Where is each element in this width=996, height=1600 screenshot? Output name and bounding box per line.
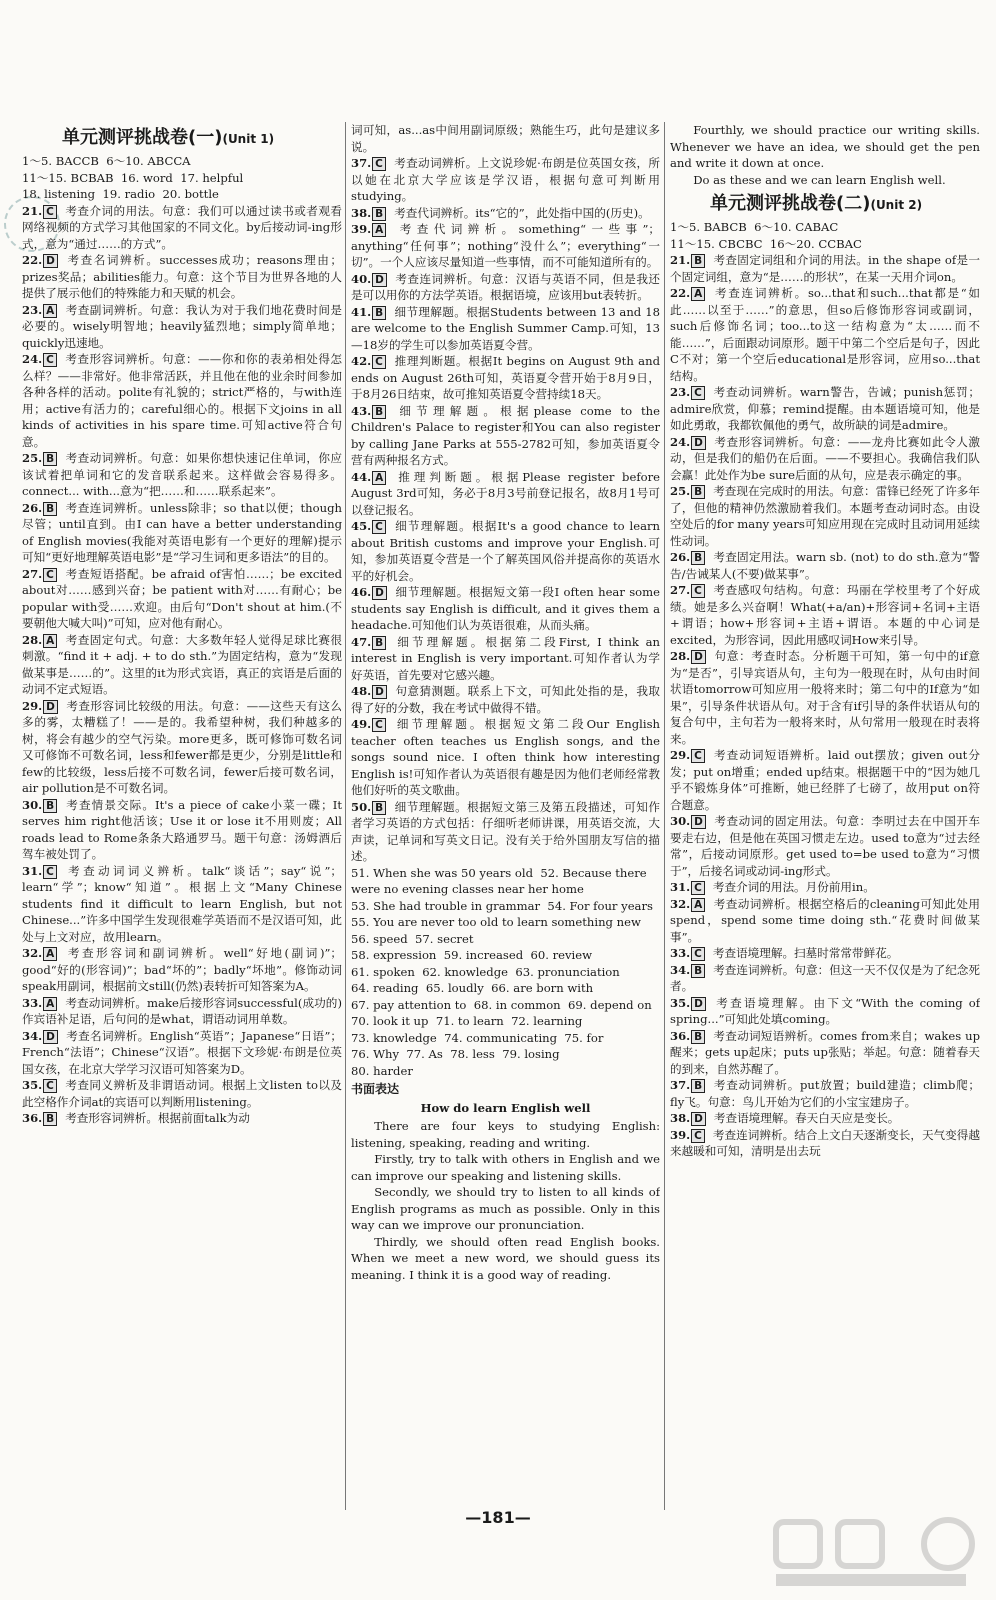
explanation-text: 考查感叹句结构。句意：玛丽在学校里考了个好成绩。她是多么兴奋啊！What(+a/an)+形容词+名词+主语+谓语；how+形容词+主语+谓语。本题的中心词是excited，为形容词，因此用感叹词How来引导。	[670, 583, 980, 647]
answer-key-block: 51. When she was 50 years old 52. Because there were no evening classes near her home 53. She had trouble in grammar 54. For four years 55. You are never too old to learn something new 56. speed 57. secret 58. expression 59. increased 60. review 61. spoken 62. knowledge 63. pronunciation 64. reading 65. loudly 66. are born with 67. pay attention to 68. in common 69. depend on 70. look it up 71. to learn 72. learning 73. knowledge 74. communicating 75. for 76. Why 77. As 78. less 79. losing 80. harder	[351, 865, 653, 1078]
answer-badge: D	[43, 254, 58, 268]
question-number: 22.	[22, 253, 43, 267]
essay-paragraph: Fourthly, we should practice our writing skills. Whenever we have an idea, we should get the pen and write it down at once.	[670, 123, 980, 170]
explanation-item	[351, 221, 660, 271]
explanation-text: 考查连词辨析。结合上文白天逐渐变长，天气变得越来越暖和可知，清明是出去玩	[670, 1127, 980, 1158]
explanation-text: 细节理解题。根据please come to the Children's Palace to register和You can also register by calling Jane Parks at 555-2782可知，参加英语夏令营有两种报名方式。	[351, 403, 660, 467]
continued-explanation: 词可知，as...as中间用副词原级；熟能生巧，此句是建议多说。	[351, 123, 660, 154]
explanation-text: 考查连词辨析。so...that和such...that都是“如此……以至于……”的意思，但so后修饰形容词或副词，such后修饰名词；too...to这一结构意为“太……而不能……”，后面跟动词原形。题干中第二个空后是句子，因此C不对；第一个空后educational是形容词，应用so...that结构。	[670, 286, 980, 383]
answer-badge: C	[43, 1079, 57, 1093]
explanation-text: 考查固定句式。句意：大多数年轻人觉得足球比赛很刺激。“find it + adj. + to do sth.”为固定结构，意为“发现做某事是……的”。这里的it为形式宾语，真正的宾语是后面的动词不定式短语。	[22, 632, 342, 696]
question-number: 37.	[670, 1078, 691, 1092]
answer-badge: B	[372, 207, 386, 221]
question-number: 42.	[351, 354, 372, 368]
question-number: 47.	[351, 634, 372, 649]
essay-paragraph: Firstly, try to talk with others in English and we can improve our speaking and listening skills.	[351, 1152, 660, 1183]
explanation-item	[351, 271, 660, 304]
explanation-item	[670, 1127, 980, 1160]
column-right	[664, 122, 980, 1510]
answer-badge: B	[43, 1112, 57, 1126]
answer-badge: C	[691, 386, 705, 400]
answer-badge: B	[691, 1079, 705, 1093]
question-number: 31.	[670, 880, 691, 894]
explanation-item	[22, 863, 342, 946]
column-left	[22, 122, 342, 1510]
question-number: 43.	[351, 403, 372, 418]
column-middle	[345, 122, 660, 1510]
essay-title: How do learn English well	[420, 1100, 591, 1115]
question-number: 48.	[351, 684, 372, 698]
explanation-text: 考查情景交际。It's a piece of cake小菜一碟；It serves him right他活该；Use it or lose it不用则废；All roads lead to Rome条条大路通罗马。题干句意：汤姆酒后驾车被处罚了。	[22, 797, 342, 861]
question-number: 25.	[22, 451, 43, 465]
answer-badge: C	[372, 355, 386, 369]
question-number: 33.	[670, 946, 691, 960]
explanation-item	[670, 549, 980, 582]
explanation-list	[670, 252, 980, 1160]
essay-paragraph: There are four keys to studying English: listening, speaking, reading and writing.	[351, 1119, 660, 1150]
explanation-text: 考查动词词义辨析。talk“谈话”；say“说”；learn“学”；know“知道”。根据上文“Many Chinese students find it difficult to learn English, but not Chinese...”许多中国学生发现很难学英语而不是汉语可知，此处与上文对应，故用learn。	[22, 863, 342, 944]
page-number: —181—	[465, 1508, 531, 1527]
question-number: 35.	[22, 1078, 43, 1092]
explanation-item	[670, 252, 980, 285]
explanation-item	[351, 716, 660, 799]
answer-badge: B	[691, 254, 705, 268]
explanation-text: 考查动词短语辨析。comes from来自；wakes up醒来；gets up起床；puts up张贴；举起。句意：随着春天的到来，自然苏醒了。	[670, 1028, 980, 1076]
explanation-text: 考查动词辨析。根据空格后的cleaning可知此处用spend，spend some time doing sth.“花费时间做某事”。	[670, 896, 980, 944]
question-number: 23.	[22, 302, 43, 317]
explanation-text: 考查短语搭配。be afraid of害怕……；be excited about对……感到兴奋；be patient with对……有耐心；be popular with受……欢迎。由后句“Don't shout at him.(不要朝他大喊大叫)”可知，应对他有耐心。	[22, 566, 342, 630]
explanation-item	[22, 1028, 342, 1078]
answer-badge: C	[43, 205, 57, 219]
explanation-text: 考查动词辨析。make后接形容词successful(成功的)作宾语补足语，后句问的是what，谓语动词用单数。	[22, 995, 342, 1026]
explanation-item	[670, 434, 980, 484]
section-heading-unit: (Unit 2)	[870, 198, 923, 212]
question-number: 28.	[670, 649, 691, 663]
explanation-item	[351, 403, 660, 469]
answer-badge: B	[691, 964, 705, 978]
answer-badge: A	[372, 223, 386, 237]
explanation-text: 细节理解题。根据短文第二段Our English teacher often teaches us English songs, and the songs sound nice. I often think how interesting English is!可知作者认为英语很有趣是因为他们老师经常教他们好听的英文歌曲。	[351, 717, 660, 797]
question-number: 41.	[351, 304, 372, 319]
explanation-item	[670, 648, 980, 747]
essay-paragraph: Thirdly, we should often read English books. When we meet a new word, we should guess its meaning. I think it is a good way of reading.	[351, 1234, 660, 1282]
explanation-text: 推理判断题。根据It begins on August 9th and ends on August 26th可知，英语夏令营开始于8月9日，于8月26日结束，故可推知英语夏令营持续18天。	[351, 354, 660, 401]
explanation-item	[670, 384, 980, 434]
explanation-text: 考查形容词辨析。句意：——龙舟比赛如此令人激动，但是我们的船仍在后面。——不要担心。我确信我们队会赢！此处作为be sure后面的从句，应是表示确定的事。	[670, 434, 980, 482]
explanation-item	[670, 945, 980, 962]
explanation-text: 考查连词辨析。句意：汉语与英语不同，但是我还是可以用你的方法学英语。根据语境，应该用but表转折。	[351, 271, 660, 302]
question-number: 40.	[351, 271, 372, 286]
answer-badge: C	[43, 568, 57, 582]
explanation-item	[670, 896, 980, 946]
explanation-text: 考查动词辨析。句意：如果你想快速记住单词，你应该试着把单词和它的发音联系起来。这样做会容易得多。connect... with...意为“把……和……联系起来”。	[22, 451, 342, 498]
explanation-text: 考查名词辨析。successes成功；reasons理由；prizes奖品；abilities能力。句意：这个节目为世界各地的人提供了展示他们的特殊能力和天赋的机会。	[22, 253, 342, 300]
explanation-text: 考查动词短语辨析。laid out摆放；given out分发；put on增重；ended up结束。根据题干中的“因为她几乎不锻炼身体”可推断，她已经胖了七磅了，故用put on符合题意。	[670, 748, 980, 812]
explanation-text: 考查动词的固定用法。句意：李明过去在中国开车要走右边，但是他在英国习惯走左边。used to意为“过去经常”，后接动词原形。get used to=be used to意为“习惯于”，后接名词或动词-ing形式。	[670, 814, 980, 878]
explanation-item	[670, 995, 980, 1028]
question-number: 32.	[22, 946, 43, 960]
explanation-item	[670, 582, 980, 648]
explanation-item	[670, 813, 980, 879]
answer-badge: B	[372, 405, 386, 419]
question-number: 21.	[22, 203, 43, 218]
explanation-text: 细节理解题。根据It's a good chance to learn about British customs and improve your English.可知，参加英语夏令营是一个了解英国风俗并提高你的英语水平的好机会。	[351, 519, 660, 583]
explanation-text: 考查形容词和副词辨析。well“好地(副词)”；good“好的(形容词)”；bad“坏的”；badly“坏地”。修饰动词speak用副词，根据前文still(仍然)表转折可知答案为A。	[22, 946, 342, 993]
explanation-text: 考查连词辨析。句意：但这一天不仅仅是为了纪念死者。	[670, 962, 980, 993]
explanation-item	[670, 1110, 980, 1127]
explanation-item	[22, 698, 342, 797]
explanation-list	[351, 155, 660, 865]
question-number: 50.	[351, 799, 372, 814]
explanation-item	[351, 205, 660, 222]
answer-badge: B	[372, 306, 386, 320]
explanation-text: 考查介词的用法。句意：我们可以通过读书或者观看网络视频的方式学习其他国家的不同文化。by后接动词-ing形式，意为“通过……的方式”。	[22, 203, 342, 251]
question-number: 29.	[22, 698, 43, 713]
question-number: 31.	[22, 863, 43, 878]
explanation-item	[351, 353, 660, 403]
answer-badge: D	[372, 586, 387, 600]
question-number: 39.	[670, 1127, 691, 1142]
explanation-text: 考查代词辨析。its“它的”，此处指中国的(历史)。	[394, 205, 650, 220]
explanation-item	[670, 1028, 980, 1078]
answer-badge: D	[372, 273, 387, 287]
question-number: 30.	[22, 797, 43, 812]
essay-paragraph: Do as these and we can learn English well.	[693, 172, 946, 187]
explanation-text: 考查介词的用法。月份前用in。	[712, 880, 875, 894]
answer-badge: B	[43, 452, 57, 466]
explanation-item	[670, 1077, 980, 1110]
section-heading-unit2	[710, 192, 980, 217]
explanation-item	[670, 879, 980, 896]
explanation-item	[22, 1077, 342, 1110]
explanation-text: 考查连词辨析。unless除非；so that以便；though尽管；until直到。由I can have a better understanding of English movies(我能对英语电影有一个更好的理解)提示可知“更好地理解英语电影”是“学习生词和更多语法”的目的。	[22, 500, 342, 564]
question-number: 34.	[670, 962, 691, 977]
question-number: 36.	[670, 1028, 691, 1043]
explanation-item	[22, 797, 342, 863]
answer-badge: C	[691, 881, 705, 895]
explanation-item	[22, 995, 342, 1028]
explanation-item	[351, 518, 660, 584]
explanation-item	[22, 302, 342, 352]
answer-badge: B	[43, 502, 57, 516]
answer-badge: A	[691, 287, 705, 301]
explanation-text: 考查形容词辨析。句意：——你和你的表弟相处得怎么样？——非常好。他非常活跃，并且他在他的业余时间参加各种各样的活动。polite有礼貌的；strict严格的，与with连用；active有活力的；careful细心的。根据下文joins in all kinds of activities in his spare time.可知active符合句意。	[22, 352, 342, 449]
explanation-text: 考查现在完成时的用法。句意：雷锋已经死了许多年了，但他的精神仍然激励着我们。本题考查动词时态。由设空处后的for many years可知应用现在完成时且动词用延续性动词。	[670, 484, 980, 548]
explanation-text: 考查形容词辨析。根据前面talk为动	[65, 1111, 250, 1125]
answer-badge: D	[691, 815, 706, 829]
explanation-text: 考查动词辨析。上文说珍妮·布朗是位英国女孩，所以她在北京大学应该是学汉语，根据句意可判断用studying。	[351, 156, 660, 203]
explanation-item	[22, 500, 342, 566]
explanation-item	[22, 1110, 342, 1127]
answer-badge: C	[372, 520, 386, 534]
explanation-item	[351, 304, 660, 354]
answer-badge: A	[43, 997, 57, 1011]
explanation-item	[351, 634, 660, 684]
answer-badge: A	[43, 304, 57, 318]
answer-badge: D	[691, 1112, 706, 1126]
explanation-item	[351, 584, 660, 634]
explanation-text: 考查副词辨析。句意：我认为对于我们地花费时间是必要的。wisely明智地；heavily猛烈地；simply简单地；quickly迅速地。	[22, 302, 342, 350]
explanation-text: 细节理解题。根据Students between 13 and 18 are welcome to the English Summer Camp.可知，13—18岁的学生可以参加英语夏令营。	[351, 304, 660, 352]
question-number: 27.	[22, 566, 43, 581]
answer-badge: C	[372, 157, 386, 171]
section-heading-text: 单元测评挑战卷(二)	[710, 193, 871, 214]
question-number: 26.	[22, 500, 43, 515]
explanation-text: 考查语境理解。扫墓时常常带鲜花。	[712, 946, 899, 960]
section-heading-unit1	[62, 126, 342, 151]
explanation-text: 考查动词辨析。put放置；build建造；climb爬；fly飞。句意：鸟儿开始为它们的小宝宝建房子。	[670, 1078, 980, 1109]
explanation-text: 句意猜测题。联系上下文，可知此处指的是，我取得了好的分数，我在考试中做得不错。	[351, 684, 660, 715]
explanation-item	[351, 799, 660, 865]
writing-heading: 书面表达	[351, 1082, 400, 1096]
answer-badge: A	[372, 471, 386, 485]
question-number: 30.	[670, 814, 691, 828]
explanation-item	[670, 747, 980, 813]
explanation-item	[351, 683, 660, 716]
explanation-item	[22, 203, 342, 253]
question-number: 29.	[670, 748, 691, 762]
question-number: 28.	[22, 632, 43, 647]
answer-badge: B	[691, 1030, 705, 1044]
question-number: 24.	[670, 434, 691, 449]
question-number: 44.	[351, 469, 372, 484]
answer-badge: C	[43, 353, 57, 367]
answer-badge: A	[691, 898, 705, 912]
answer-badge: B	[372, 801, 386, 815]
answer-badge: D	[691, 997, 706, 1011]
explanation-text: 考查代词辨析。something“一些事”；anything“任何事”；nothing“没什么”；everything“一切”。一个人应该尽量知道一些事情，而不可能知道所有的。	[351, 222, 660, 269]
question-number: 36.	[22, 1111, 43, 1125]
question-number: 34.	[22, 1028, 43, 1043]
explanation-item	[351, 155, 660, 205]
question-number: 23.	[670, 385, 691, 399]
answer-badge: D	[691, 436, 706, 450]
question-number: 45.	[351, 519, 372, 533]
question-number: 49.	[351, 717, 372, 731]
answer-badge: C	[691, 749, 705, 763]
explanation-text: 考查名词辨析。English“英语”；Japanese“日语”；French“法语”；Chinese“汉语”。根据下文珍妮·布朗是位英国女孩，在北京大学学习汉语可知答案为D。	[22, 1028, 342, 1076]
explanation-text: 考查语境理解。春天白天应是变长。	[713, 1111, 900, 1125]
question-number: 21.	[670, 253, 691, 267]
explanation-text: 考查同义辨析及非谓语动词。根据上文listen to以及此空格作介词at的宾语可以判断用listening。	[22, 1078, 342, 1109]
question-number: 25.	[670, 484, 691, 498]
watermark-logo-icon	[766, 1514, 986, 1594]
answer-badge: B	[691, 551, 705, 565]
explanation-item	[22, 351, 342, 450]
explanation-text: 考查形容词比较级的用法。句意：——这些天有这么多的雾，太糟糕了！——是的。我希望种树，我们种越多的树，将会有越少的空气污染。more更多，既可修饰可数名词又可修饰不可数名词，less和fewer都是更少，分别是little和few的比较级，less后接不可数名词，fewer后接可数名词，air pollution是不可数名词。	[22, 698, 342, 795]
essay-paragraph: Secondly, we should try to listen to all kinds of English programs as much as possible. Only in this way can we improve our pronunciation.	[351, 1185, 660, 1232]
question-number: 35.	[670, 995, 691, 1010]
question-number: 27.	[670, 583, 691, 597]
answer-badge: C	[691, 584, 705, 598]
explanation-item	[351, 469, 660, 519]
question-number: 39.	[351, 222, 372, 236]
explanation-item	[22, 945, 342, 995]
explanation-item	[670, 285, 980, 384]
answer-badge: B	[43, 799, 57, 813]
question-number: 26.	[670, 550, 691, 564]
question-number: 22.	[670, 286, 691, 300]
answer-badge: D	[43, 700, 58, 714]
question-number: 38.	[351, 205, 372, 220]
explanation-item	[22, 450, 342, 500]
question-number: 32.	[670, 896, 691, 911]
answer-badge: C	[691, 947, 705, 961]
explanation-text: 细节理解题。根据第二段First, I think an interest in English is very important.可知作者认为学好英语，首先要对它感兴趣。	[351, 634, 660, 682]
question-number: 33.	[22, 995, 43, 1010]
explanation-text: 细节理解题。根据短文第三及第五段描述，可知作者学习英语的方式包括：仔细听老师讲课，用英语交流，大声读，记单词和写英文日记。没有关于给外国朋友写信的描述。	[351, 799, 660, 863]
question-number: 37.	[351, 156, 372, 170]
explanation-item	[22, 252, 342, 302]
explanation-item	[22, 566, 342, 632]
answer-badge: C	[691, 1129, 705, 1143]
explanation-text: 考查固定用法。warn sb. (not) to do sth.意为“警告/告诫某人(不要)做某事”。	[670, 550, 980, 581]
explanation-item	[670, 483, 980, 549]
explanation-item	[22, 632, 342, 698]
explanation-text: 推理判断题。根据Please register before August 3rd可知，务必于8月3号前登记报名，故8月1号可以登记报名。	[351, 469, 660, 517]
explanation-item	[670, 962, 980, 995]
explanation-text: 细节理解题。根据短文第一段I often hear some students say English is difficult, and it gives them a headache.可知他们认为英语很难，从而头痛。	[351, 585, 660, 632]
explanation-list	[22, 203, 342, 1127]
explanation-text: 句意：考查时态。分析题干可知，第一句中的if意为“是否”，引导宾语从句，主句为一般现在时，从句由时间状语tomorrow可知应用一般将来时；第二句中的If意为“如果”，引导条件状语从句。对于含有if引导的条件状语从句的复合句中，主句若为一般将来时，从句常用一般现在时表将来。	[670, 649, 980, 746]
answer-badge: C	[372, 718, 386, 732]
answer-key-block: 1～5. BABCB 6～10. CABAC 11～15. CBCBC 16～20. CCBAC	[670, 220, 862, 251]
explanation-text: 考查动词辨析。warn警告，告诫；punish惩罚；admire欣赏，仰慕；remind提醒。由本题语境可知，他是如此勇敢，我都钦佩他的勇气，故所缺的词是admire。	[670, 385, 980, 432]
answer-badge: A	[43, 634, 57, 648]
question-number: 38.	[670, 1111, 691, 1125]
answer-badge: C	[43, 865, 57, 879]
section-heading-text: 单元测评挑战卷(一)	[62, 127, 223, 148]
section-heading-unit: (Unit 1)	[222, 132, 275, 146]
answer-badge: B	[691, 485, 705, 499]
answer-badge: D	[372, 685, 387, 699]
explanation-text: 考查固定词组和介词的用法。in the shape of是一个固定词组，意为“是……的形状”，在某一天用介词on。	[670, 253, 980, 284]
answer-badge: A	[43, 947, 57, 961]
answer-badge: D	[43, 1030, 58, 1044]
question-number: 46.	[351, 585, 372, 599]
explanation-text: 考查语境理解。由下文“With the coming of spring...”可知此处填coming。	[670, 995, 980, 1026]
answer-key-block: 1～5. BACCB 6～10. ABCCA 11～15. BCBAB 16. word 17. helpful 18. listening 19. radio 20. bottle	[22, 154, 244, 201]
question-number: 24.	[22, 352, 43, 366]
answer-badge: D	[691, 650, 706, 664]
answer-badge: B	[372, 636, 386, 650]
